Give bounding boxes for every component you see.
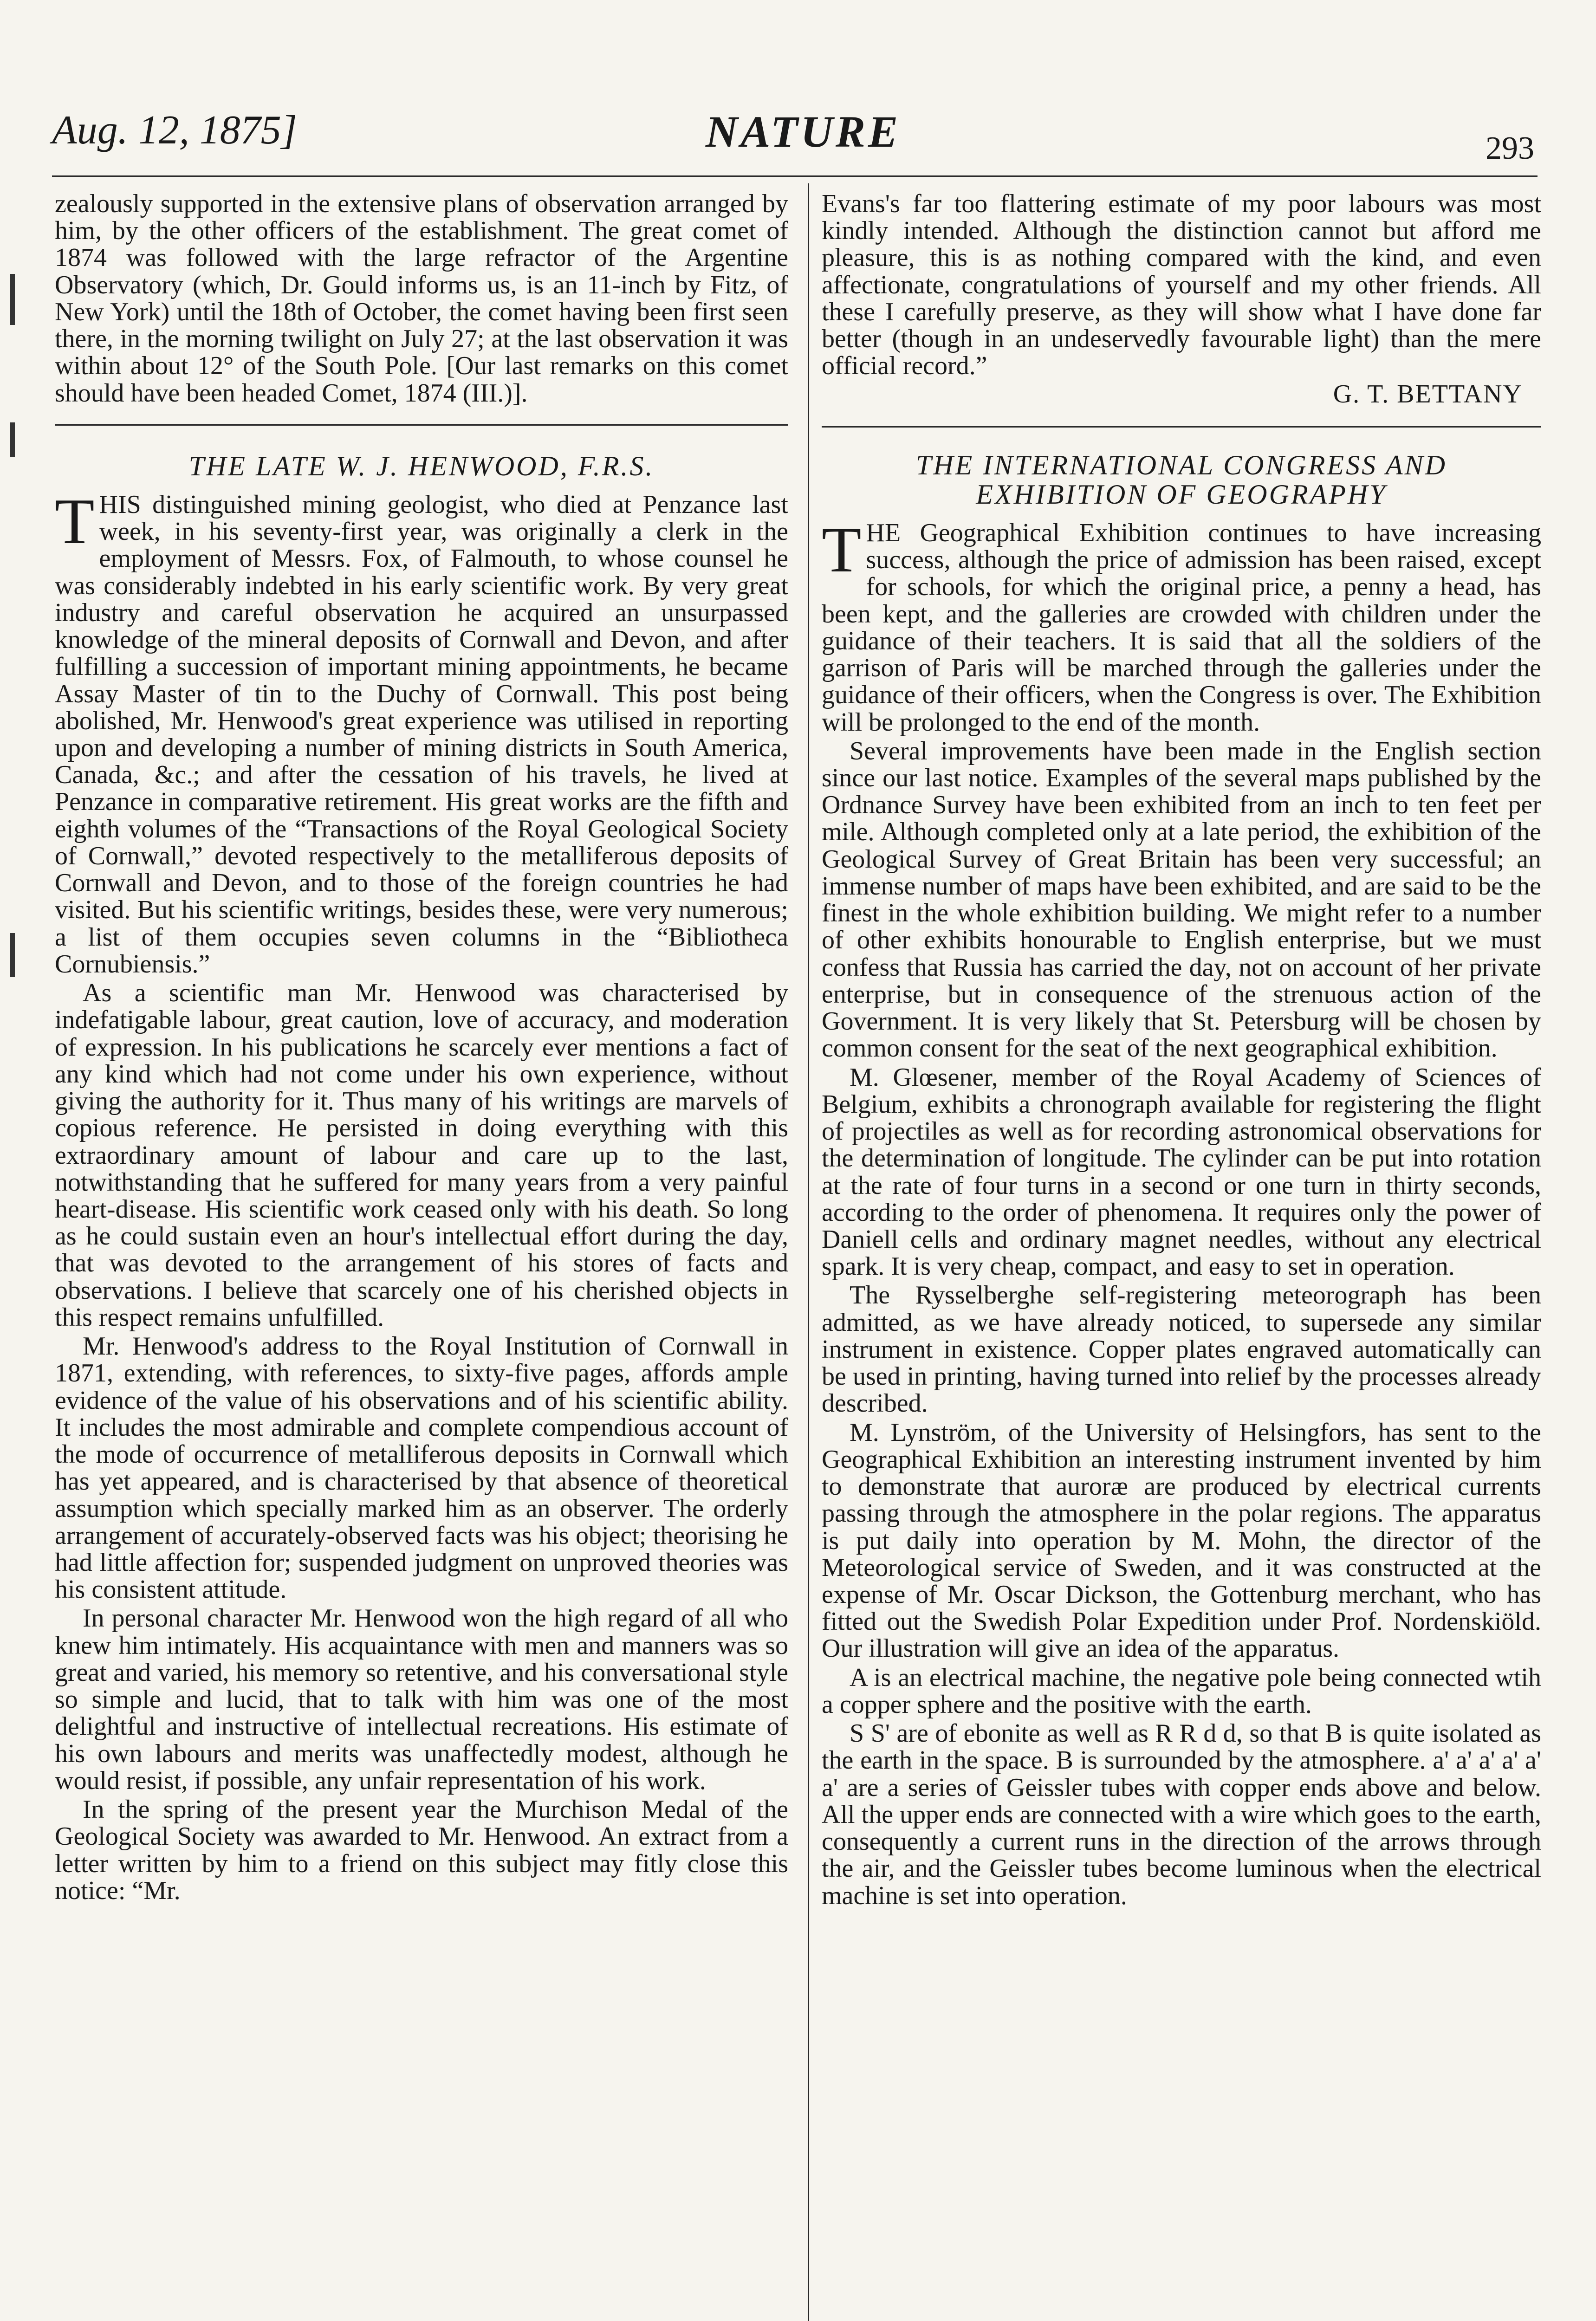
obituary-paragraph: [55, 485, 788, 979]
obituary-paragraph: In the spring of the present year the Murchison Medal of the Geological Society was awarded to Mr. Henwood. An extract from a letter written by him to a friend on this subject may fitly close this notice: “Mr.: [55, 1795, 788, 1905]
obituary-text: HIS distinguished mining geologist, who died at Penzance last week, in his seventy-first year, was originally a clerk in the employment of Messrs. Fox, of Falmouth, to whose counsel he was considerably indebted in his early scientific work. By very great industry and careful observation he acquired an unsurpassed knowledge of the mineral deposits of Cornwall and Devon, and after fulfilling a succession of important mining appointments, he became Assay Master of tin to the Duchy of Cornwall. This post being abolished, Mr. Henwood's great experience was utilised in reporting upon and developing a number of mining districts in South America, Canada, &c.; and after the cessation of his travels, he lived at Penzance in comparative retirement. His great works are the fifth and eighth volumes of the “Transactions of the Royal Geological Society of Cornwall,” devoted respectively to the metalliferous deposits of Cornwall and Devon, and to those of the foreign countries he had visited. But his scientific writings, besides these, were very numerous; a list of them occupies seven columns in the “Bibliotheca Cornubiensis.”: [55, 490, 788, 979]
author-signature: G. T. BETTANY: [1333, 379, 1523, 408]
obituary-heading: THE LATE W. J. HENWOOD, F.R.S.: [188, 450, 655, 481]
congress-heading-line: THE INTERNATIONAL CONGRESS AND: [915, 449, 1447, 480]
header-rule: [52, 175, 1538, 177]
obituary-paragraph: As a scientific man Mr. Henwood was characterised by indefatigable labour, great caution, love of accuracy, and moderation of expression. In his publications he scarcely ever mentions a fact of any kind which had not come under his own experience, without giving the authority for it. Thus many of his writings are marvels of copious reference. He persisted in doing everything with this extraordinary amount of labour and care up to the last, notwithstanding that he suffered for many years from a very painful heart-disease. His scientific work ceased only with his death. So long as he could sustain even an hour's intellectual effort during the day, that was devoted to the arrangement of his stores of facts and observations. I believe that scarcely one of his cherished objects in this respect remains unfulfilled.: [55, 979, 788, 1332]
header-date: Aug. 12, 1875]: [52, 108, 297, 153]
margin-mark: [10, 274, 15, 325]
congress-heading-line: EXHIBITION OF GEOGRAPHY: [976, 479, 1387, 510]
obituary-paragraph: Mr. Henwood's address to the Royal Institution of Cornwall in 1871, extending, with references, to sixty-five pages, affords ample evidence of the value of his observations and of his scientific ability. It includes the most admirable and complete compendious account of the mode of occurrence of metalliferous deposits in Cornwall which has yet appeared, and is characterised by that absence of theoretical assumption which specially marked him as an observer. The orderly arrangement of accurately-observed facts was his object; theorising he had little affection for; suspended judgment on unproved theories was his consistent attitude.: [55, 1332, 788, 1604]
journal-title: NATURE: [706, 107, 901, 156]
comet-continuation: zealously supported in the extensive plans of observation arranged by him, by the other officers of the establishment. The great comet of 1874 was followed with the large refractor of the Argentine Observatory (which, Dr. Gould informs us, is an 11-inch by Fitz, of New York) until the 18th of October, the comet having been first seen there, in the morning twilight on July 27; at the last observation it was within about 12° of the South Pole. [Our last remarks on this comet should have been headed Comet, 1874 (III.)].: [55, 189, 788, 408]
congress-text: HE Geographical Exhibition continues to have increasing success, although the price of admission has been raised, except for schools, for which the original price, a penny a head, has been kept, and the galleries are crowded with children under the guidance of their teachers. It is said that all the soldiers of the garrison of Paris will be marched through the galleries under the guidance of their officers, when the Congress is over. The Exhibition will be prolonged to the end of the month.: [822, 518, 1541, 737]
margin-mark: [10, 422, 15, 457]
right-column: [822, 190, 1541, 1909]
congress-paragraph: A is an electrical machine, the negative pole being connected wtih a copper sphere and the positive with the earth.: [822, 1663, 1541, 1719]
section-rule: [822, 426, 1541, 428]
congress-paragraph: [822, 513, 1541, 737]
congress-paragraph: S S' are of ebonite as well as R R d d, so that B is quite isolated as the earth in the space. B is surrounded by the atmosphere. a' a' a' a' a' a' are a series of Geissler tubes with copper ends above and below. All the upper ends are connected with a wire which goes to the earth, consequently a current runs in the direction of the arrows through the air, and the Geissler tubes become luminous when the electrical machine is set into operation.: [822, 1719, 1541, 1910]
congress-paragraph: The Rysselberghe self-registering meteorograph has been admitted, as we have already noticed, to supersede any similar instrument in existence. Copper plates engraved automatically can be used in printing, having turned into relief by the processes already described.: [822, 1281, 1541, 1418]
page-number: 293: [1486, 130, 1534, 166]
drop-cap: T: [822, 513, 862, 586]
letter-continuation: Evans's far too flattering estimate of my poor labours was most kindly intended. Although the distinction cannot but afford me pleasure, this is as nothing compared with the kind, and even affectionate, congratulations of yourself and my other friends. All these I carefully preserve, as they will show what I have done far better (though in an undeservedly favourable light) than the mere official record.”: [822, 189, 1541, 381]
margin-mark: [10, 933, 15, 977]
column-divider: [808, 183, 809, 2321]
section-rule: [55, 424, 788, 426]
obituary-paragraph: In personal character Mr. Henwood won the high regard of all who knew him intimately. His acquaintance with men and manners was so great and varied, his memory so retentive, and his conversational style so simple and lucid, that to talk with him was one of the most delightful and instructive of intellectual recreations. His estimate of his own labours and merits was unaffectedly modest, although he would resist, if possible, any unfair representation of his work.: [55, 1604, 788, 1795]
congress-paragraph: Several improvements have been made in the English section since our last notice. Examples of the several maps published by the Ordnance Survey have been exhibited from an inch to ten feet per mile. Although completed only at a late period, the exhibition of the Geological Survey of Great Britain has been very successful; an immense number of maps have been exhibited, and are said to be the finest in the whole exhibition building. We might refer to a number of other exhibits honourable to English enterprise, but we must confess that Russia has carried the day, not on account of her private enterprise, but in consequence of the strenuous action of the Government. It is very likely that St. Petersburg will be chosen by common consent for the seat of the next geographical exhibition.: [822, 736, 1541, 1063]
congress-heading: [822, 451, 1541, 509]
congress-paragraph: M. Glœsener, member of the Royal Academy of Sciences of Belgium, exhibits a chronograph available for registering the flight of projectiles as well as for recording astronomical observations for the determination of longitude. The cylinder can be put into rotation at the rate of four turns in a second or one turn in thirty seconds, according to the order of phenomena. It requires only the power of Daniell cells and ordinary magnet needles, without any electrical spark. It is very cheap, compact, and easy to set in operation.: [822, 1063, 1541, 1281]
drop-cap: T: [55, 485, 95, 558]
left-column: [55, 190, 788, 1904]
congress-paragraph: M. Lynström, of the University of Helsingfors, has sent to the Geographical Exhibition an interesting instrument invented by him to demonstrate that auroræ are produced by electrical currents passing through the atmosphere in the polar regions. The apparatus is put daily into operation by M. Mohn, the director of the Meteorological service of Sweden, and it was constructed at the expense of Mr. Oscar Dickson, the Gottenburg merchant, who has fitted out the Swedish Polar Expedition under Prof. Nordenskiöld. Our illustration will give an idea of the apparatus.: [822, 1418, 1541, 1663]
